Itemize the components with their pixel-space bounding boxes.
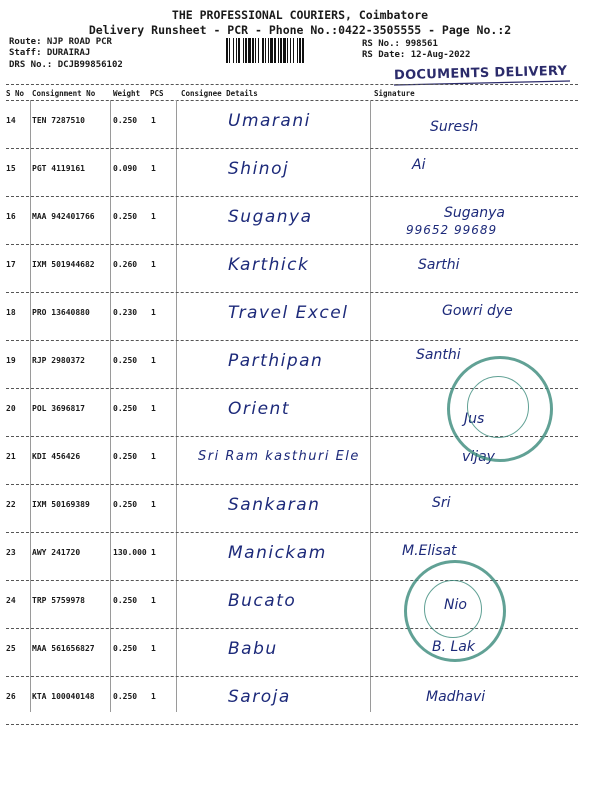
row-weight: 130.000 — [113, 548, 147, 557]
row-signature: B. Lak — [432, 639, 475, 655]
barcode-bar — [283, 38, 286, 63]
row-weight: 0.090 — [113, 164, 138, 173]
barcode-bar — [270, 38, 273, 63]
table-row — [0, 149, 600, 197]
barcode-bar — [245, 38, 247, 63]
row-consignee: Bucato — [228, 591, 297, 611]
row-sno: 21 — [6, 452, 16, 461]
barcode-bar — [258, 38, 259, 63]
row-pcs: 1 — [151, 548, 156, 557]
row-weight: 0.250 — [113, 500, 138, 509]
row-signature: Jus — [464, 411, 485, 427]
drs-label: DRS No.: DCJB99856102 — [9, 60, 123, 70]
row-pcs: 1 — [151, 116, 156, 125]
row-consignment: KTA 100040148 — [32, 692, 95, 701]
staff-label: Staff: DURAIRAJ — [9, 48, 91, 58]
row-consignment: MAA 942401766 — [32, 212, 95, 221]
runsheet-title: Delivery Runsheet - PCR - Phone No.:0422-3505555 - Page No.:2 — [88, 23, 512, 37]
row-consignment: PRO 13640880 — [32, 308, 90, 317]
row-consignee: Manickam — [228, 543, 327, 563]
col-signature: Signature — [374, 89, 415, 98]
col-consignment: Consignment No — [32, 89, 96, 98]
barcode-bar — [255, 38, 256, 63]
barcode-bar — [238, 38, 240, 63]
row-weight: 0.250 — [113, 356, 138, 365]
row-consignee: Karthick — [228, 255, 310, 275]
row-sno: 19 — [6, 356, 16, 365]
row-consignment: TRP 5759978 — [32, 596, 85, 605]
row-pcs: 1 — [151, 644, 156, 653]
row-consignment: AWY 241720 — [32, 548, 81, 557]
table-row — [0, 533, 600, 581]
row-sno: 14 — [6, 116, 16, 125]
row-consignment: MAA 561656827 — [32, 644, 95, 653]
row-signature: Sarthi — [418, 257, 460, 273]
row-sno: 22 — [6, 500, 16, 509]
barcode-bar — [233, 38, 234, 63]
row-pcs: 1 — [151, 692, 156, 701]
barcode-bar — [252, 38, 254, 63]
rs-date: RS Date: 12-Aug-2022 — [362, 50, 471, 60]
barcode-bar — [236, 38, 237, 63]
row-weight: 0.250 — [113, 404, 138, 413]
barcode-bar — [280, 38, 282, 63]
row-pcs: 1 — [151, 212, 156, 221]
row-weight: 0.250 — [113, 644, 138, 653]
col-sno: S No — [6, 89, 25, 98]
row-signature: M.Elisat — [402, 543, 457, 559]
row-consignee: Umarani — [228, 111, 311, 131]
row-signature: Gowri dye — [442, 303, 513, 319]
row-weight: 0.250 — [113, 692, 138, 701]
table-row — [0, 101, 600, 149]
row-pcs: 1 — [151, 452, 156, 461]
row-pcs: 1 — [151, 596, 156, 605]
col-weight: Weight — [113, 89, 141, 98]
row-consignment: POL 3696817 — [32, 404, 85, 413]
row-sno: 24 — [6, 596, 16, 605]
barcode-bar — [262, 38, 264, 63]
row-sno: 18 — [6, 308, 16, 317]
barcode-bar — [293, 38, 294, 63]
row-signature: Suresh — [430, 119, 479, 135]
row-weight: 0.250 — [113, 596, 138, 605]
row-consignment: IXM 501944682 — [32, 260, 95, 269]
row-consignment: TEN 7287510 — [32, 116, 85, 125]
row-consignment: IXM 50169389 — [32, 500, 90, 509]
barcode-bar — [243, 38, 244, 63]
row-consignee: Sri Ram kasthuri Ele — [198, 449, 360, 464]
row-signature: vijay — [462, 449, 495, 465]
documents-delivery-stamp: DOCUMENTS DELIVERY — [393, 63, 568, 84]
row-consignment: RJP 2980372 — [32, 356, 85, 365]
row-consignee: Sankaran — [228, 495, 321, 515]
barcode — [226, 38, 352, 63]
table-row — [0, 677, 600, 725]
row-consignee: Orient — [228, 399, 290, 419]
barcode-bar — [248, 38, 251, 63]
row-sno: 23 — [6, 548, 16, 557]
row-consignee: Babu — [228, 639, 278, 659]
barcode-bar — [229, 38, 230, 63]
row-consignee: Shinoj — [228, 159, 290, 179]
table-row — [0, 629, 600, 677]
row-sno: 17 — [6, 260, 16, 269]
barcode-bar — [226, 38, 228, 63]
barcode-bar — [297, 38, 298, 63]
row-sno: 26 — [6, 692, 16, 701]
barcode-bar — [287, 38, 288, 63]
row-divider — [6, 724, 578, 725]
row-signature: Suganya — [444, 205, 505, 221]
row-signature: Santhi — [416, 347, 461, 363]
barcode-bar — [290, 38, 291, 63]
row-weight: 0.250 — [113, 212, 138, 221]
row-consignee: Travel Excel — [228, 303, 349, 323]
row-signature: Nio — [444, 597, 467, 613]
orient-seal-inner — [467, 376, 529, 438]
row-consignment: KDI 456426 — [32, 452, 81, 461]
row-weight: 0.250 — [113, 452, 138, 461]
route-label: Route: NJP ROAD PCR — [9, 37, 112, 47]
row-consignee: Saroja — [228, 687, 291, 707]
row-sno: 20 — [6, 404, 16, 413]
row-pcs: 1 — [151, 404, 156, 413]
row-pcs: 1 — [151, 500, 156, 509]
row-weight: 0.250 — [113, 116, 138, 125]
bucato-seal-inner — [424, 580, 482, 638]
table-row — [0, 197, 600, 245]
table-row — [0, 293, 600, 341]
row-consignee: Parthipan — [228, 351, 324, 371]
header-divider-top — [6, 84, 578, 85]
col-pcs: PCS — [150, 89, 164, 98]
col-consignee: Consignee Details — [181, 89, 258, 98]
table-row — [0, 581, 600, 629]
barcode-bar — [302, 38, 304, 63]
barcode-bar — [299, 38, 301, 63]
row-pcs: 1 — [151, 164, 156, 173]
row-phone-note: 99652 99689 — [406, 223, 498, 237]
row-signature: Sri — [432, 495, 451, 511]
company-title: THE PROFESSIONAL COURIERS, Coimbatore — [171, 8, 429, 22]
row-pcs: 1 — [151, 356, 156, 365]
row-weight: 0.230 — [113, 308, 138, 317]
table-row — [0, 485, 600, 533]
row-pcs: 1 — [151, 308, 156, 317]
barcode-bar — [274, 38, 276, 63]
row-weight: 0.260 — [113, 260, 138, 269]
table-row — [0, 245, 600, 293]
row-sno: 16 — [6, 212, 16, 221]
row-sno: 25 — [6, 644, 16, 653]
barcode-bar — [265, 38, 266, 63]
row-consignment: PGT 4119161 — [32, 164, 85, 173]
row-sno: 15 — [6, 164, 16, 173]
barcode-bar — [268, 38, 269, 63]
barcode-bar — [278, 38, 279, 63]
row-signature: Ai — [412, 157, 426, 173]
row-signature: Madhavi — [426, 689, 486, 705]
row-pcs: 1 — [151, 260, 156, 269]
rs-number: RS No.: 998561 — [362, 39, 438, 49]
row-consignee: Suganya — [228, 207, 313, 227]
